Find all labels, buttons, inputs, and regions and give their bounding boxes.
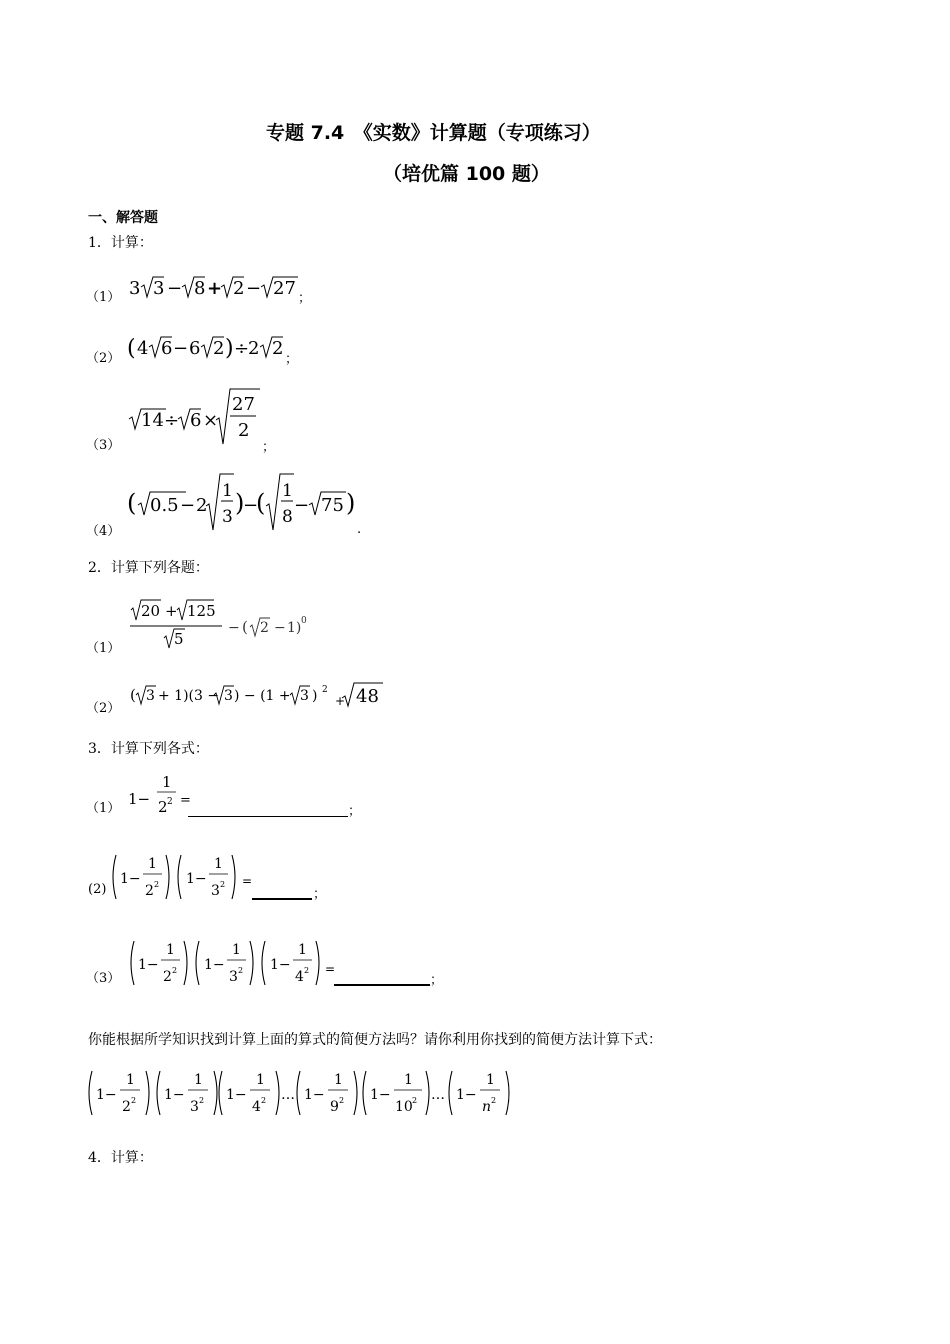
svg-text:÷: ÷ [234,338,250,359]
svg-text:2: 2 [196,495,208,516]
svg-text:1: 1 [194,1072,203,1088]
section-heading: 一、解答题 [88,210,158,226]
svg-text:2: 2 [248,338,260,359]
svg-text:2: 2 [154,880,160,889]
svg-text:): ) [235,489,245,517]
svg-text:=: = [180,793,191,808]
svg-text:8: 8 [194,278,206,299]
svg-text:48: 48 [356,686,379,707]
q2-part1-formula [128,596,318,656]
q1-part2-formula [126,330,296,364]
svg-text:(: ( [256,489,266,517]
q3-part2-end: ； [313,887,327,902]
q1-part4-formula [126,470,361,534]
svg-text:8: 8 [282,507,293,527]
q1-part3-formula [126,386,266,448]
q3-part2-label: (2) [88,882,107,897]
svg-text:20: 20 [141,602,161,620]
svg-text:125: 125 [187,602,216,620]
svg-text:1−: 1− [96,1087,117,1103]
q1-part3-label: （3） [86,438,121,453]
svg-text:2: 2 [412,1096,418,1105]
svg-text:2: 2 [339,1096,345,1105]
svg-text:…: … [281,1087,295,1103]
svg-text:2: 2 [260,620,269,636]
q1-part2-end: ； [285,352,299,367]
svg-text:(: ( [127,336,136,361]
svg-text:=: = [242,874,253,888]
q3-part3-formula [126,936,341,992]
svg-text:−: − [246,278,262,299]
q3-part1-formula [126,770,196,818]
svg-text:6: 6 [161,338,173,359]
q3-part2-formula [108,850,258,906]
q1-part2-label: （2） [86,351,121,366]
svg-text:3: 3 [300,688,309,704]
q1-part4-end: . [357,522,362,537]
q3-part3-label: （3） [86,971,121,986]
svg-text:1: 1 [334,1072,343,1088]
svg-text:2: 2 [304,966,310,975]
svg-text:2: 2 [322,685,328,695]
question-3-label: 3．计算下列各式： [88,741,209,757]
q3-part3-answer-blank[interactable] [334,972,430,986]
svg-text:4: 4 [295,969,304,985]
svg-text:1−: 1− [164,1087,185,1103]
page-subtitle: （培优篇 100 题） [383,163,550,185]
svg-text:): ) [225,336,234,361]
svg-text:−: − [243,495,259,516]
svg-text:75: 75 [321,495,344,516]
q3-part3-end: ； [430,973,444,988]
svg-text:1: 1 [162,773,172,791]
svg-text:…: … [431,1087,445,1103]
svg-text:) − (1 +: ) − (1 + [234,688,291,704]
q2-part2-formula [128,678,388,712]
svg-text:−: − [228,620,240,636]
svg-text:(: ( [127,489,137,517]
svg-text:3: 3 [190,1099,199,1115]
svg-text:1−: 1− [204,957,225,973]
svg-text:1−: 1− [186,871,207,887]
question-1-label: 1．计算： [88,235,153,251]
svg-text:2: 2 [172,966,178,975]
svg-text:0: 0 [301,616,307,626]
svg-text:4: 4 [252,1099,261,1115]
svg-text:5: 5 [174,630,184,648]
svg-text:3: 3 [211,883,220,899]
svg-text:2: 2 [233,278,245,299]
svg-text:6: 6 [189,338,201,359]
q3-part1-end: ； [348,804,362,819]
svg-text:+: + [335,694,346,708]
svg-text:1): 1) [287,620,302,636]
svg-text:1: 1 [222,481,233,501]
svg-text:2: 2 [163,969,172,985]
svg-text:−: − [294,495,310,516]
question-4-label: 4．计算： [88,1150,153,1166]
svg-text:(: ( [130,686,136,704]
svg-text:2: 2 [261,1096,267,1105]
q3-part1-label: （1） [86,801,121,816]
svg-text:2: 2 [238,966,244,975]
svg-text:1: 1 [282,481,293,501]
question-2-label: 2．计算下列各题： [88,560,209,576]
svg-text:×: × [203,410,219,431]
q1-part1-end: ； [298,291,312,306]
svg-text:+: + [165,602,178,620]
svg-text:): ) [346,489,356,517]
svg-text:3: 3 [229,969,238,985]
q3-final-formula [86,1068,516,1120]
svg-text:+ 1)(3 −: + 1)(3 − [158,688,220,704]
svg-text:1−: 1− [138,957,159,973]
svg-text:2: 2 [491,1096,497,1105]
svg-text:0.5: 0.5 [150,495,179,516]
svg-text:9: 9 [330,1099,339,1115]
q2-part1-label: （1） [86,641,121,656]
svg-text:1: 1 [232,942,241,958]
svg-text:1: 1 [486,1072,495,1088]
svg-text:1−: 1− [120,871,141,887]
svg-text:1: 1 [166,942,175,958]
svg-text:1−: 1− [456,1087,477,1103]
svg-text:2: 2 [238,420,250,441]
q3-prompt: 你能根据所学知识找到计算上面的算式的简便方法吗？请你利用你找到的简便方法计算下式： [88,1032,662,1048]
svg-text:1: 1 [126,1072,135,1088]
svg-text:3: 3 [222,507,233,527]
q1-part1-label: （1） [86,290,121,305]
svg-text:+: + [207,278,223,299]
svg-text:1: 1 [256,1072,265,1088]
svg-text:1−: 1− [270,957,291,973]
svg-text:2: 2 [220,880,226,889]
svg-text:2: 2 [145,883,154,899]
svg-text:2: 2 [158,798,168,816]
svg-text:(: ( [242,618,248,636]
svg-text:2: 2 [131,1096,137,1105]
svg-text:14: 14 [141,410,164,431]
svg-text:−: − [180,495,196,516]
page-title: 专题 7.4 《实数》计算题（专项练习） [266,122,601,144]
svg-text:2: 2 [272,338,284,359]
svg-text:3: 3 [153,278,165,299]
svg-text:): ) [312,688,318,704]
svg-text:2: 2 [122,1099,131,1115]
svg-text:2: 2 [167,797,173,807]
svg-text:1: 1 [404,1072,413,1088]
svg-text:−: − [173,338,189,359]
q3-part1-answer-blank[interactable] [188,804,348,817]
svg-text:=: = [325,962,336,976]
svg-text:4: 4 [137,338,149,359]
svg-text:1−: 1− [370,1087,391,1103]
svg-text:1−: 1− [304,1087,325,1103]
svg-text:1: 1 [214,856,223,872]
svg-text:1−: 1− [128,790,151,808]
svg-text:3: 3 [224,688,233,704]
svg-text:÷: ÷ [164,410,180,431]
svg-text:10: 10 [395,1099,413,1115]
svg-text:1: 1 [298,942,307,958]
svg-text:27: 27 [232,394,255,415]
q1-part4-label: （4） [86,524,121,539]
svg-text:n: n [482,1099,492,1115]
svg-text:6: 6 [190,410,202,431]
q1-part1-formula [126,270,316,304]
svg-text:27: 27 [273,278,296,299]
svg-text:3: 3 [129,278,141,299]
svg-text:−: − [274,620,286,636]
q3-part2-answer-blank[interactable] [252,886,312,900]
svg-text:1−: 1− [226,1087,247,1103]
svg-text:1: 1 [148,856,157,872]
svg-text:2: 2 [213,338,225,359]
q1-part3-end: ； [262,440,276,455]
svg-text:3: 3 [146,688,155,704]
q2-part2-label: （2） [86,701,121,716]
svg-text:2: 2 [199,1096,205,1105]
svg-text:−: − [167,278,183,299]
